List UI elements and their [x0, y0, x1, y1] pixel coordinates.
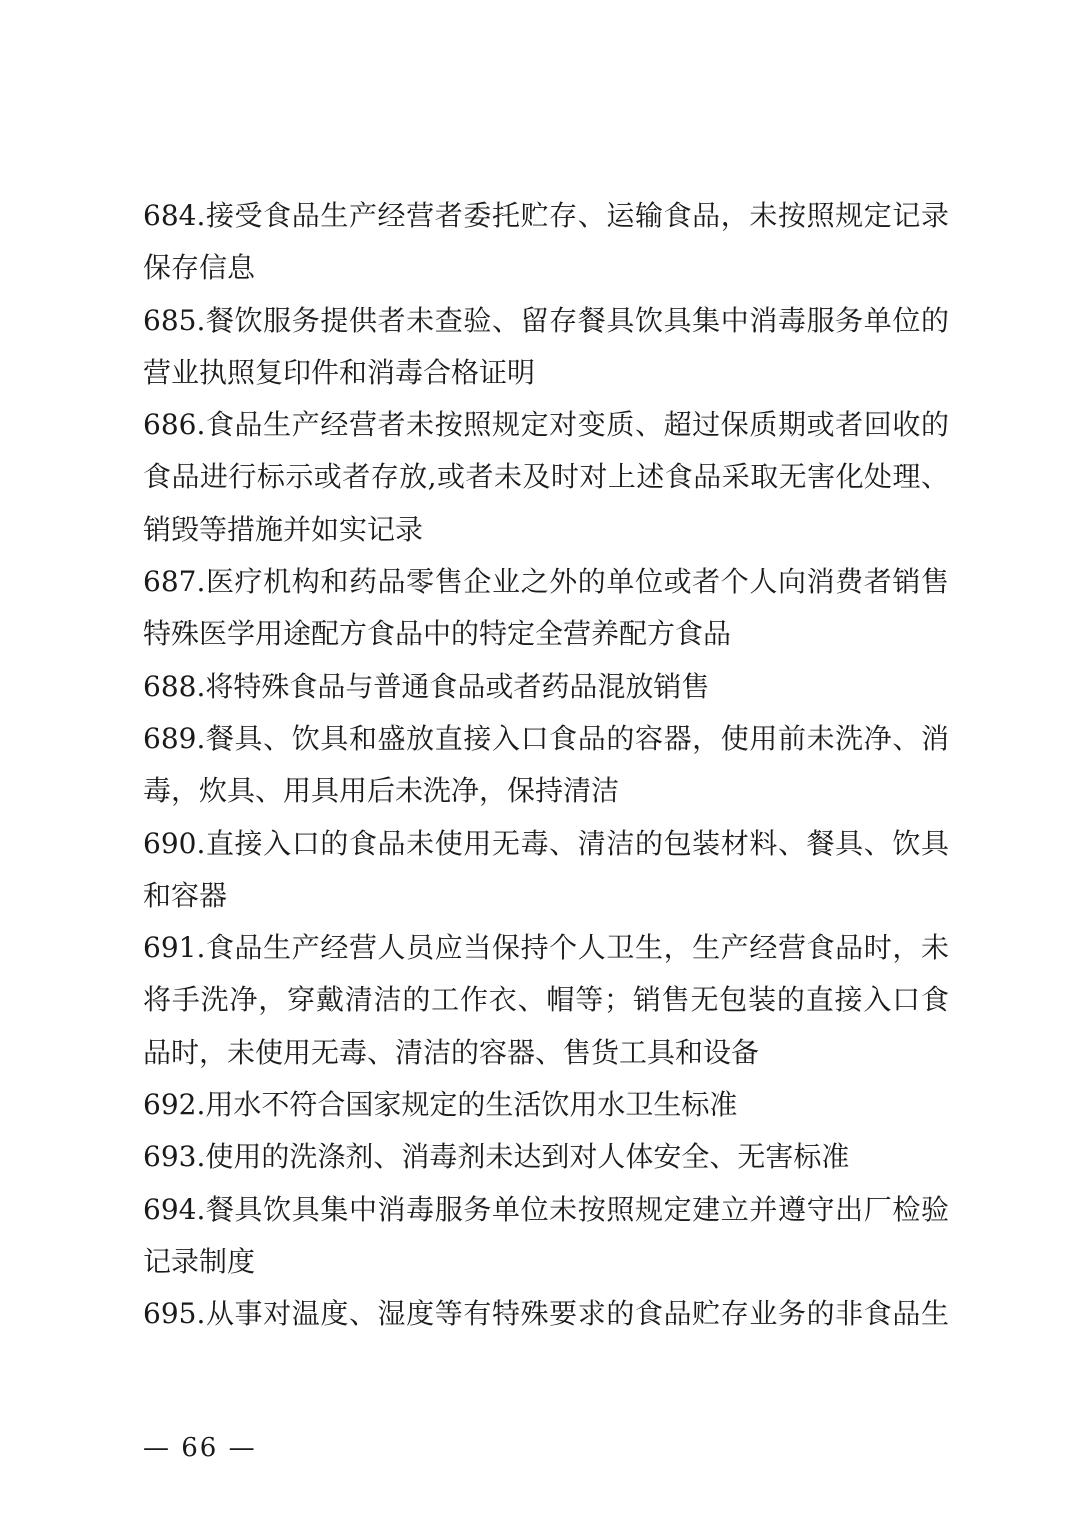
text-line: 690.直接入口的食品未使用无毒、清洁的包装材料、餐具、饮具 — [143, 826, 949, 860]
page-number: — 66 — — [143, 1433, 257, 1463]
text-line: 688.将特殊食品与普通食品或者药品混放销售 — [143, 669, 710, 703]
text-line: 695.从事对温度、湿度等有特殊要求的食品贮存业务的非食品生 — [143, 1297, 949, 1331]
text-line: 营业执照复印件和消毒合格证明 — [143, 355, 536, 389]
text-line: 693.使用的洗涤剂、消毒剂未达到对人体安全、无害标准 — [143, 1140, 850, 1174]
document-body — [143, 190, 949, 1341]
text-line: 品时，未使用无毒、清洁的容器、售货工具和设备 — [143, 1035, 760, 1069]
text-line: 692.用水不符合国家规定的生活饮用水卫生标准 — [143, 1088, 738, 1122]
text-line: 和容器 — [143, 878, 228, 912]
text-line: 694.餐具饮具集中消毒服务单位未按照规定建立并遵守出厂检验 — [143, 1192, 949, 1226]
text-line: 记录制度 — [143, 1244, 256, 1278]
text-line: 保存信息 — [143, 251, 256, 285]
text-line: 食品进行标示或者存放,或者未及时对上述食品采取无害化处理、 — [143, 460, 949, 494]
text-line: 毒，炊具、用具用后未洗净，保持清洁 — [143, 774, 620, 808]
text-line: 686.食品生产经营者未按照规定对变质、超过保质期或者回收的 — [143, 408, 949, 442]
text-line: 销毁等措施并如实记录 — [143, 512, 424, 546]
text-line: 691.食品生产经营人员应当保持个人卫生，生产经营食品时，未 — [143, 931, 949, 965]
text-line: 687.医疗机构和药品零售企业之外的单位或者个人向消费者销售 — [143, 565, 949, 599]
text-line: 684.接受食品生产经营者委托贮存、运输食品，未按照规定记录 — [143, 199, 949, 232]
text-line: 特殊医学用途配方食品中的特定全营养配方食品 — [143, 617, 732, 651]
text-line: 685.餐饮服务提供者未查验、留存餐具饮具集中消毒服务单位的 — [143, 303, 949, 337]
text-line: 将手洗净，穿戴清洁的工作衣、帽等；销售无包装的直接入口食 — [143, 983, 949, 1017]
text-line: 689.餐具、饮具和盛放直接入口食品的容器，使用前未洗净、消 — [143, 721, 949, 755]
